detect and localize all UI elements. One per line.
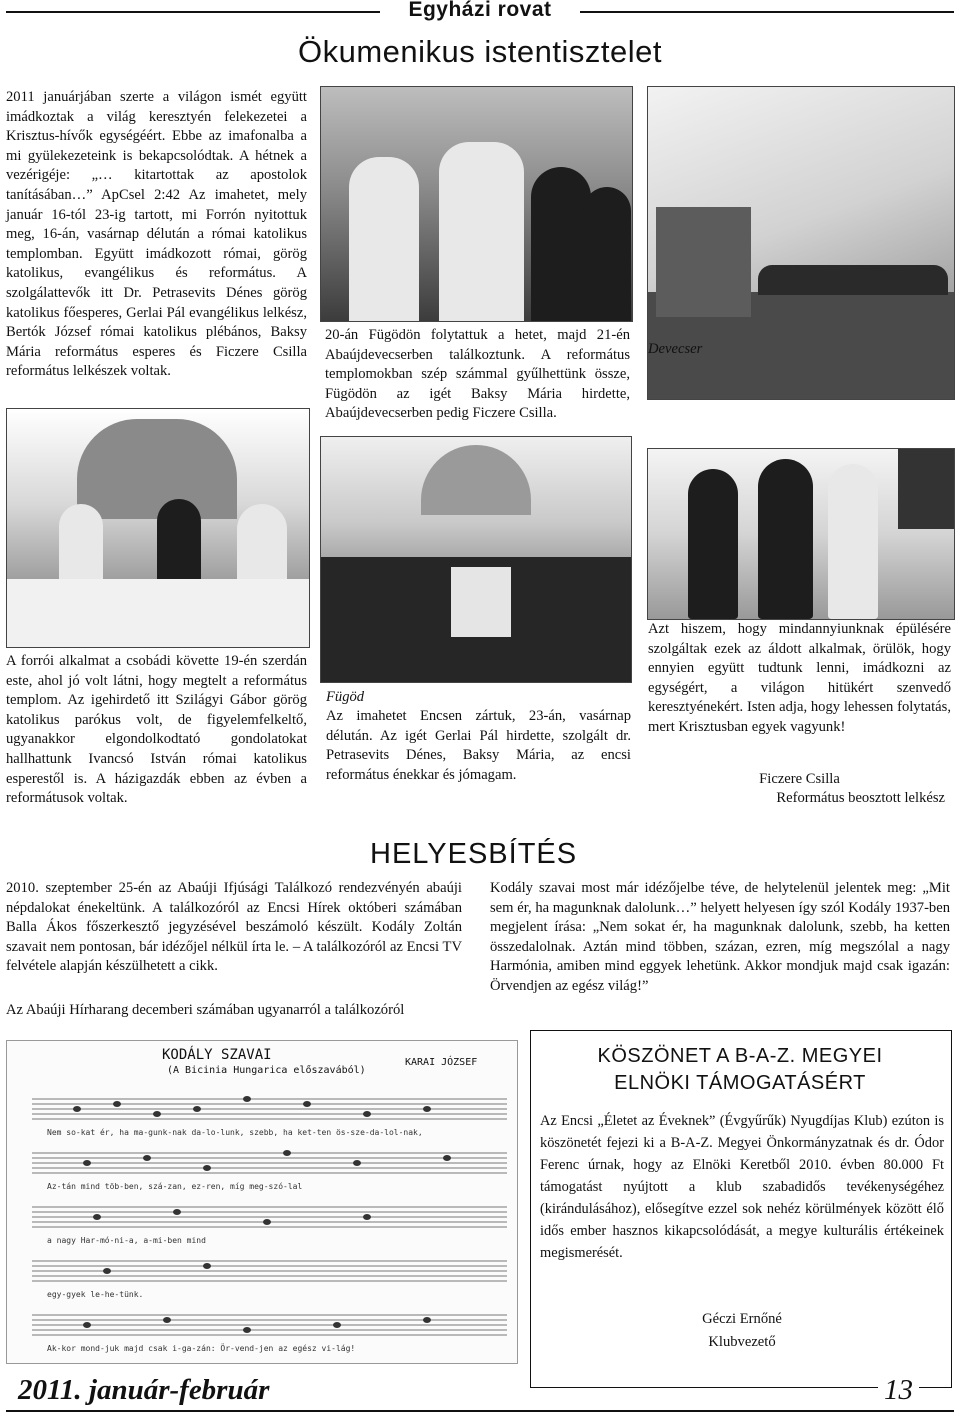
caption-fugod: Fügöd: [326, 689, 365, 705]
photo-clergy: [320, 86, 633, 322]
footer-rule: [6, 1410, 954, 1412]
page-number: 13: [878, 1374, 919, 1407]
article-intro: 2011 januárjában szerte a világon ismét együtt imádkoztak a világ keresztyén felekezetei a Krisztus-hívők egységéért. Ebbe az imafonalba a mi gyülekezeteink is bekapcsolódtak. A hétnek a vezérigéje: „… kitartottak az apostolok tanításában…” ApCsel 2:42 Az imahetet, mely január 16-tól 23-ig tartott, mi Forrón nyitottuk meg, 16-án, vasárnap délután a római katolikus templomban. Együtt imádkozott római, görög katolikus, evangélikus és református. A szolgálattevők itt Dr. Petrasevits Dénes görög katolikus főesperes, Gerlai Pál evangélikus lelkész, Bertók József római katolikus plébános, Baksy Mária református esperes és Ficzere Csilla református lelkészek voltak.: [6, 89, 307, 380]
sheet-author: KARAI JÓZSEF: [405, 1057, 478, 1068]
article-csobad: A forrói alkalmat a csobádi követte 19-én szerdán este, ahol jó volt látni, hogy megtelt a református templom. Az igehirdető itt Szilágyi Gábor görög katolikus parókus volt, de figyelemfelkeltő, ugyanakkor elgondolkodtató gondolatokat hallhattunk Ivancsó István római katolikus esperestől is. A házigazdák ebben az évben a reformátusok voltak.: [6, 653, 307, 807]
thanks-title-1: KÖSZÖNET A B-A-Z. MEGYEI: [597, 1045, 883, 1067]
signature-role: Református beosztott lelkész: [776, 790, 945, 806]
sheet-music: [6, 1040, 518, 1364]
caption-devecser: Devecser: [648, 341, 703, 357]
sheet-lyrics-3: a nagy Har-mó-ni-a, a-mi-ben mind: [47, 1236, 206, 1245]
photo-csobad-congregation: [320, 436, 632, 683]
thanks-sign-role: Klubvezető: [708, 1334, 776, 1350]
staff-lines: [7, 1041, 517, 1363]
photo-clergy-encs: [647, 448, 955, 620]
sheet-lyrics-1: Nem so-kat ér, ha ma-gunk-nak da-lo-lunk, szebb, ha ket-ten ös-sze-da-lol-nak,: [47, 1128, 423, 1137]
correction-left-p1: 2010. szeptember 25-én az Abaúji Ifjúsági Találkozó rendezvényén abaúji népdalokat énekeltünk. A találkozóról az Encsi Hírek októberi számában Balla Ákos főszerkesztő jegyzésével beszámoló készült. Kodály Zoltán szavait nem pontosan, bár idézőjel nélkül írta le. – A találkozóról az Encsi TV felvétele alapján készülhetett a cikk.: [6, 880, 462, 975]
thanks-sign-name: Géczi Ernőné: [702, 1311, 782, 1327]
sheet-lyrics-2: Az-tán mind töb-ben, szá-zan, ez-ren, míg meg-szó-lal: [47, 1182, 303, 1191]
sheet-lyrics-4: egy-gyek le-he-tünk.: [47, 1290, 144, 1299]
sheet-title: KODÁLY SZAVAI: [162, 1047, 272, 1063]
photo-forro-altar: [6, 408, 310, 648]
section-title: Egyházi rovat: [380, 0, 580, 22]
correction-left-p2: Az Abaúji Hírharang decemberi számában ugyanarról a találkozóról: [6, 1002, 405, 1018]
sheet-lyrics-5: Ak-kor mond-juk majd csak i-ga-zán: Ör-vend-jen az egész vi-lág!: [47, 1344, 356, 1353]
article-fugod-devecser: 20-án Fügödön folytattuk a hetet, majd 21-én Abaújdevecserben találkoztunk. A református templomokban szép számmal gyűlhettünk össze, Fügödön az igét Baksy Mária hirdette, Abaújdevecserben pedig Ficzere Csilla.: [325, 327, 630, 422]
sheet-subtitle: (A Bicinia Hungarica előszavából): [167, 1065, 366, 1076]
article-closing: Azt hiszem, hogy mindannyiunknak épülésére szolgáltak ezek az áldott alkalmak, örülök, hogy ennyien együtt tudtunk lenni, imádkozni az egységért, a világon hitükért szenvedő keresztyénekért. Isten adja, hogy lehessen folytatás, mert Krisztusban egyek vagyunk!: [648, 621, 951, 735]
article-encs: Az imahetet Encsen zártuk, 23-án, vasárnap délután. Az igét Gerlai Pál hirdette, szolgált dr. Petrasevits Dénes, Baksy Mária, az encsi református énekkar és jómagam.: [326, 708, 631, 783]
footer-date: 2011. január-február: [18, 1374, 279, 1407]
correction-title: HELYESBÍTÉS: [370, 838, 578, 870]
page-title: Ökumenikus istentisztelet: [298, 34, 662, 69]
signature-name: Ficzere Csilla: [759, 771, 840, 787]
thanks-title-2: ELNÖKI TÁMOGATÁSÉRT: [614, 1072, 866, 1094]
thanks-body: Az Encsi „Életet az Éveknek” (Évgyűrűk) Nyugdíjas Klub) ezúton is köszönetét fejezi ki a B-A-Z. Megyei Önkormányzatnak és dr. Ódor Ferenc úrnak, hogy az Elnöki Keretből 2010. évben 80.000 Ft támogatást nyújtott a klub szabadidős tevékenységéhez (kirándulásához), elősegítve ezzel sok nehéz körülmények között élő idős ember hasznos kikapcsolódását, a megye kulturális értékeinek megismerését.: [540, 1113, 944, 1261]
correction-right: Kodály szavai most már idézőjelbe téve, de helytelenül jelentek meg: „Mit sem ér, ha magunknak dalolunk…” helyett helyesen így szól Kodály 1937-ben megjelent írása: „Nem sokat ér, ha magunknak dalolunk, szebb, ha ketten összedalolnak. Aztán mind többen, százan, ezren, míg megszólal a nagy Harmónia, amiben mind eggyek lehetünk. Akkor mondjuk majd csak igazán: Örvendjen az egész világ!”: [490, 880, 950, 994]
